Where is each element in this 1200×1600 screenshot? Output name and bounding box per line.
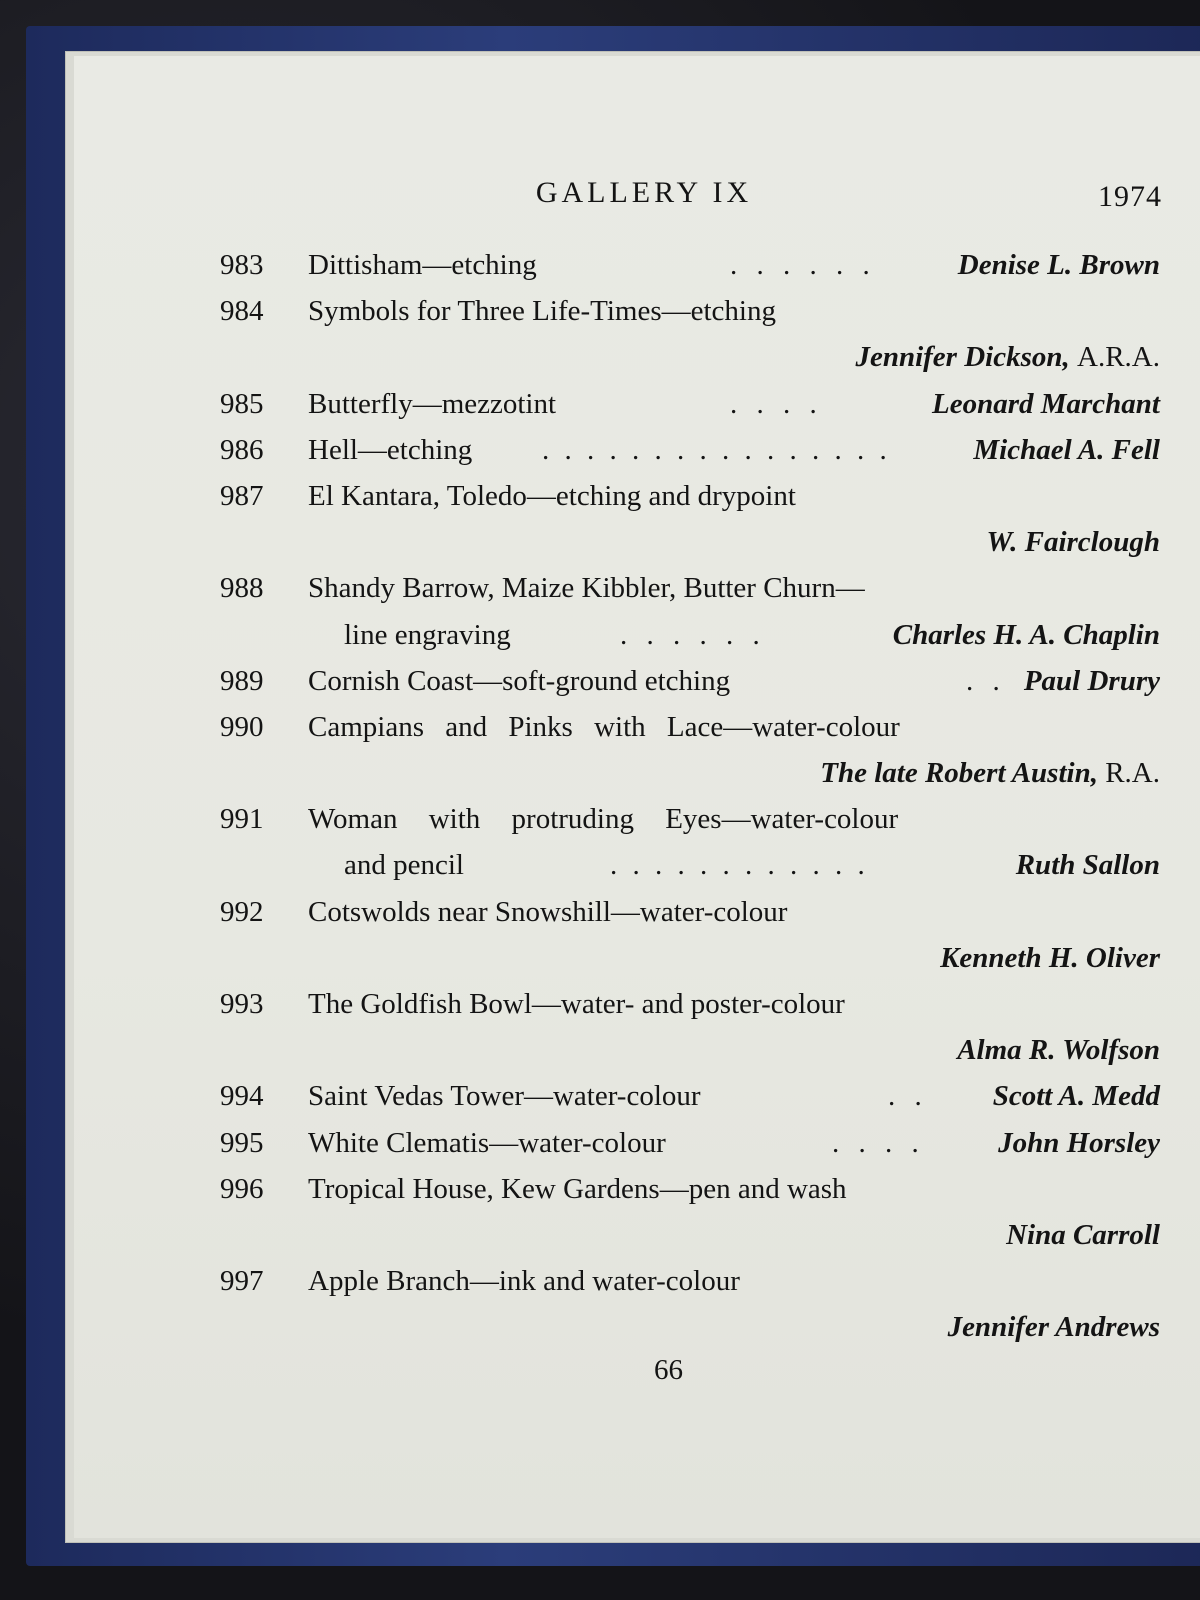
- entry-artist-line: [220, 334, 1160, 380]
- catalogue-entry: [220, 381, 1160, 427]
- entry-title: Symbols for Three Life-Times—etching: [308, 295, 776, 328]
- entry-number: 992: [220, 895, 264, 928]
- entry-title: Dittisham—etching: [308, 249, 537, 281]
- entry-artist: The late Robert Austin, R.A.: [820, 757, 1160, 790]
- catalogue-entry: [220, 427, 1160, 473]
- entry-artist: Paul Drury: [1023, 664, 1160, 697]
- page-year: 1974: [1098, 180, 1162, 213]
- entry-artist: Kenneth H. Oliver: [940, 941, 1160, 974]
- leader-dots: . . . . . .: [620, 618, 766, 651]
- leader-dots: . . . .: [730, 387, 823, 420]
- entry-artist-line: [220, 1027, 1160, 1073]
- entry-title: Tropical House, Kew Gardens—pen and wash: [308, 1172, 847, 1205]
- entry-number: 990: [220, 710, 264, 743]
- entry-title: Butterfly—mezzotint: [308, 387, 557, 420]
- catalogue-entry: [220, 1166, 1160, 1212]
- entry-number: 985: [220, 387, 264, 420]
- leader-dots: . . . . . .: [730, 249, 876, 281]
- entry-artist-line: [220, 1212, 1160, 1258]
- catalogue-entry: [220, 658, 1160, 704]
- catalogue-entry: [220, 704, 1160, 750]
- entry-number: 994: [220, 1080, 264, 1113]
- entry-artist: W. Fairclough: [986, 526, 1160, 559]
- entry-artist: Leonard Marchant: [931, 387, 1160, 420]
- catalogue-entry: [220, 288, 1160, 334]
- entry-artist: Jennifer Dickson, A.R.A.: [855, 341, 1160, 374]
- entry-number: 993: [220, 988, 264, 1020]
- entry-artist: Michael A. Fell: [973, 433, 1160, 466]
- leader-dots: . . . .: [832, 1126, 925, 1159]
- entry-artist: Scott A. Medd: [992, 1080, 1160, 1113]
- catalogue-page: [74, 56, 1200, 1538]
- catalogue-entry: [220, 981, 1160, 1027]
- leader-dots: . .: [888, 1080, 928, 1113]
- entry-continuation-line: [220, 842, 1160, 888]
- leader-dots: . .: [966, 664, 1006, 697]
- entry-artist: Jennifer Andrews: [947, 1311, 1160, 1344]
- entry-artist-line: [220, 519, 1160, 565]
- catalogue-entry: [220, 1073, 1160, 1119]
- entry-title-continuation: and pencil: [344, 849, 464, 882]
- entry-title: The Goldfish Bowl—water- and poster-colour: [308, 988, 845, 1020]
- leader-dots: . . . . . . . . . . . .: [610, 849, 869, 882]
- catalogue-entry: [220, 1258, 1160, 1304]
- entry-number: 997: [220, 1265, 264, 1298]
- catalogue-entry: [220, 473, 1160, 519]
- catalogue-entry: [220, 565, 1160, 611]
- entry-number: 995: [220, 1126, 264, 1159]
- entry-title: Campians and Pinks with Lace—water-colour: [308, 710, 900, 743]
- entry-number: 983: [220, 249, 264, 281]
- catalogue-entry: [220, 1120, 1160, 1166]
- entry-title-continuation: line engraving: [344, 618, 511, 651]
- page-number: 66: [654, 1354, 683, 1386]
- entry-title: Cornish Coast—soft-ground etching: [308, 664, 731, 697]
- catalogue-entry: [220, 889, 1160, 935]
- entry-title: Hell—etching: [308, 433, 473, 466]
- entry-artist: Charles H. A. Chaplin: [892, 618, 1160, 651]
- artist-honour: A.R.A.: [1077, 341, 1160, 374]
- entry-title: Saint Vedas Tower—water-colour: [308, 1080, 701, 1113]
- entry-artist: John Horsley: [998, 1126, 1160, 1159]
- entry-artist-line: [220, 750, 1160, 796]
- entry-title: Apple Branch—ink and water-colour: [308, 1265, 740, 1298]
- entry-artist-line: [220, 1304, 1160, 1350]
- entry-title: El Kantara, Toledo—etching and drypoint: [308, 479, 796, 512]
- entry-artist-line: [220, 935, 1160, 981]
- entry-number: 989: [220, 664, 264, 697]
- entry-number: 988: [220, 572, 264, 605]
- leader-dots: . . . . . . . . . . . . . . . .: [542, 433, 891, 466]
- entry-artist: Nina Carroll: [1006, 1218, 1160, 1251]
- entry-title: White Clematis—water-colour: [308, 1126, 666, 1159]
- entry-artist: Ruth Sallon: [1015, 849, 1160, 882]
- entry-number: 987: [220, 479, 264, 512]
- artist-honour: R.A.: [1105, 757, 1160, 790]
- catalogue-entry: [220, 242, 1160, 288]
- catalogue-entries: [220, 242, 1160, 1351]
- entry-number: 991: [220, 803, 264, 836]
- entry-number: 984: [220, 295, 264, 328]
- entry-title: Cotswolds near Snowshill—water-colour: [308, 895, 788, 928]
- entry-title: Shandy Barrow, Maize Kibbler, Butter Churn—: [308, 572, 865, 605]
- gallery-heading: GALLERY IX: [535, 176, 753, 209]
- entry-continuation-line: [220, 612, 1160, 658]
- entry-number: 986: [220, 433, 264, 466]
- entry-artist: Denise L. Brown: [957, 249, 1160, 281]
- catalogue-entry: [220, 796, 1160, 842]
- entry-number: 996: [220, 1172, 264, 1205]
- entry-artist: Alma R. Wolfson: [957, 1034, 1160, 1067]
- entry-title: Woman with protruding Eyes—water-colour: [308, 803, 899, 836]
